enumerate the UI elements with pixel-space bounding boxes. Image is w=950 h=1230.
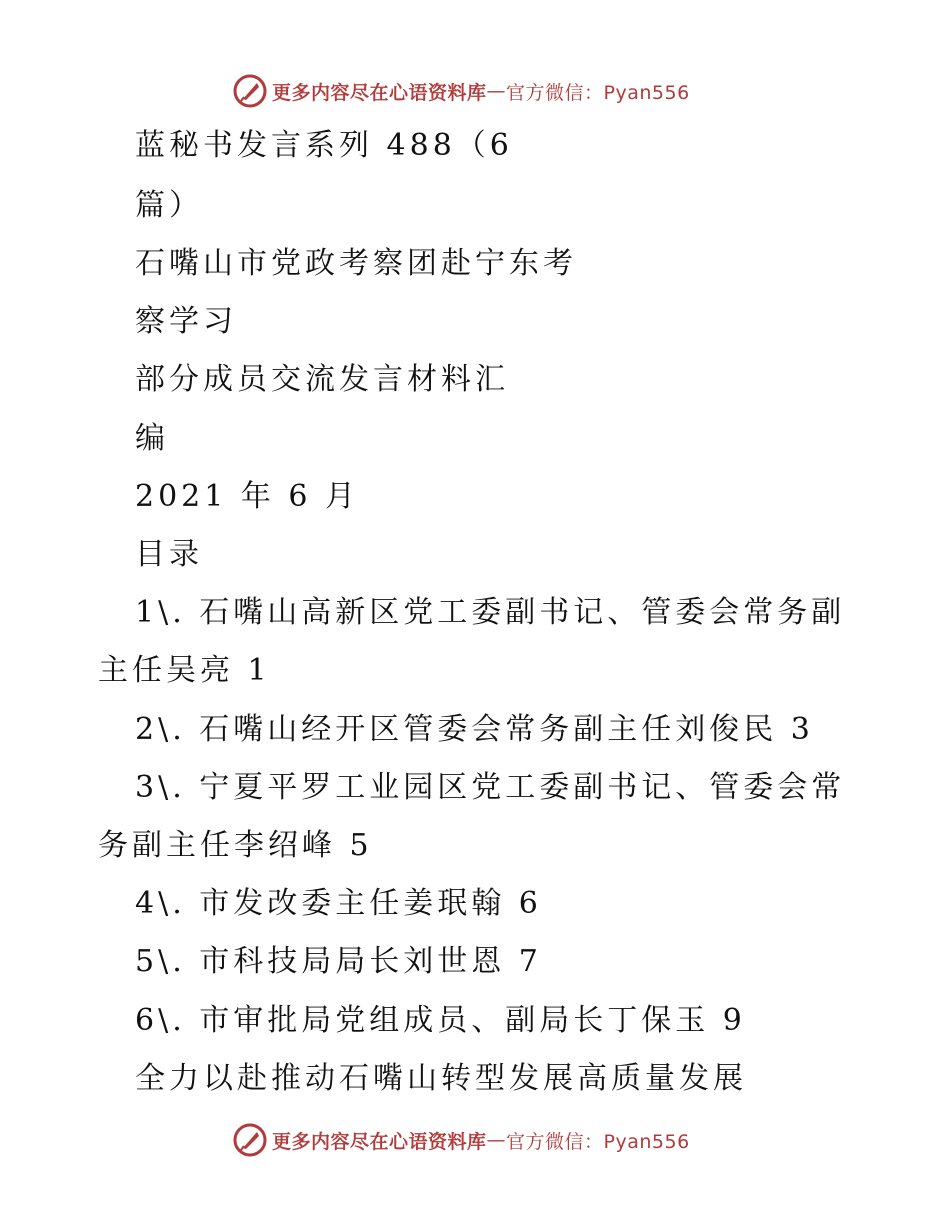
watermark-contact: 官方微信：Pyan556	[506, 81, 690, 104]
toc-entry-3: 3\. 宁夏平罗工业园区党工委副书记、管委会常	[135, 770, 846, 805]
document-title-line1: 蓝秘书发言系列 488（6	[135, 128, 513, 163]
document-subtitle-line3: 部分成员交流发言材料汇	[135, 362, 509, 397]
watermark-separator: —	[486, 80, 507, 102]
quill-logo-icon	[232, 73, 268, 109]
toc-entry-2: 2\. 石嘴山经开区管委会常务副主任刘俊民 3	[135, 712, 814, 747]
document-subtitle-line2: 察学习	[135, 304, 237, 339]
toc-entry-4: 4\. 市发改委主任姜珉翰 6	[135, 886, 542, 921]
toc-entry-6: 6\. 市审批局党组成员、副局长丁保玉 9	[135, 1003, 746, 1038]
document-subtitle-line1: 石嘴山市党政考察团赴宁东考	[135, 246, 577, 281]
toc-entry-3-cont: 务副主任李绍峰 5	[98, 828, 373, 863]
toc-entry-1: 1\. 石嘴山高新区党工委副书记、管委会常务副	[135, 595, 846, 630]
toc-entry-1-cont: 主任吴亮 1	[98, 653, 271, 688]
watermark-main-text: 更多内容尽在心语资料库	[272, 81, 487, 104]
watermark-separator: —	[486, 1129, 507, 1151]
watermark-footer	[232, 1120, 690, 1160]
document-date: 2021 年 6 月	[135, 479, 360, 514]
watermark-contact: 官方微信：Pyan556	[506, 1130, 690, 1153]
document-title-line2: 篇）	[135, 188, 203, 223]
closing-line: 全力以赴推动石嘴山转型发展高质量发展	[135, 1061, 747, 1096]
toc-heading: 目录	[135, 537, 203, 572]
document-subtitle-line4: 编	[135, 421, 169, 456]
quill-logo-icon	[232, 1122, 268, 1158]
watermark-header	[232, 71, 690, 111]
watermark-main-text: 更多内容尽在心语资料库	[272, 1130, 487, 1153]
toc-entry-5: 5\. 市科技局局长刘世恩 7	[135, 944, 542, 979]
